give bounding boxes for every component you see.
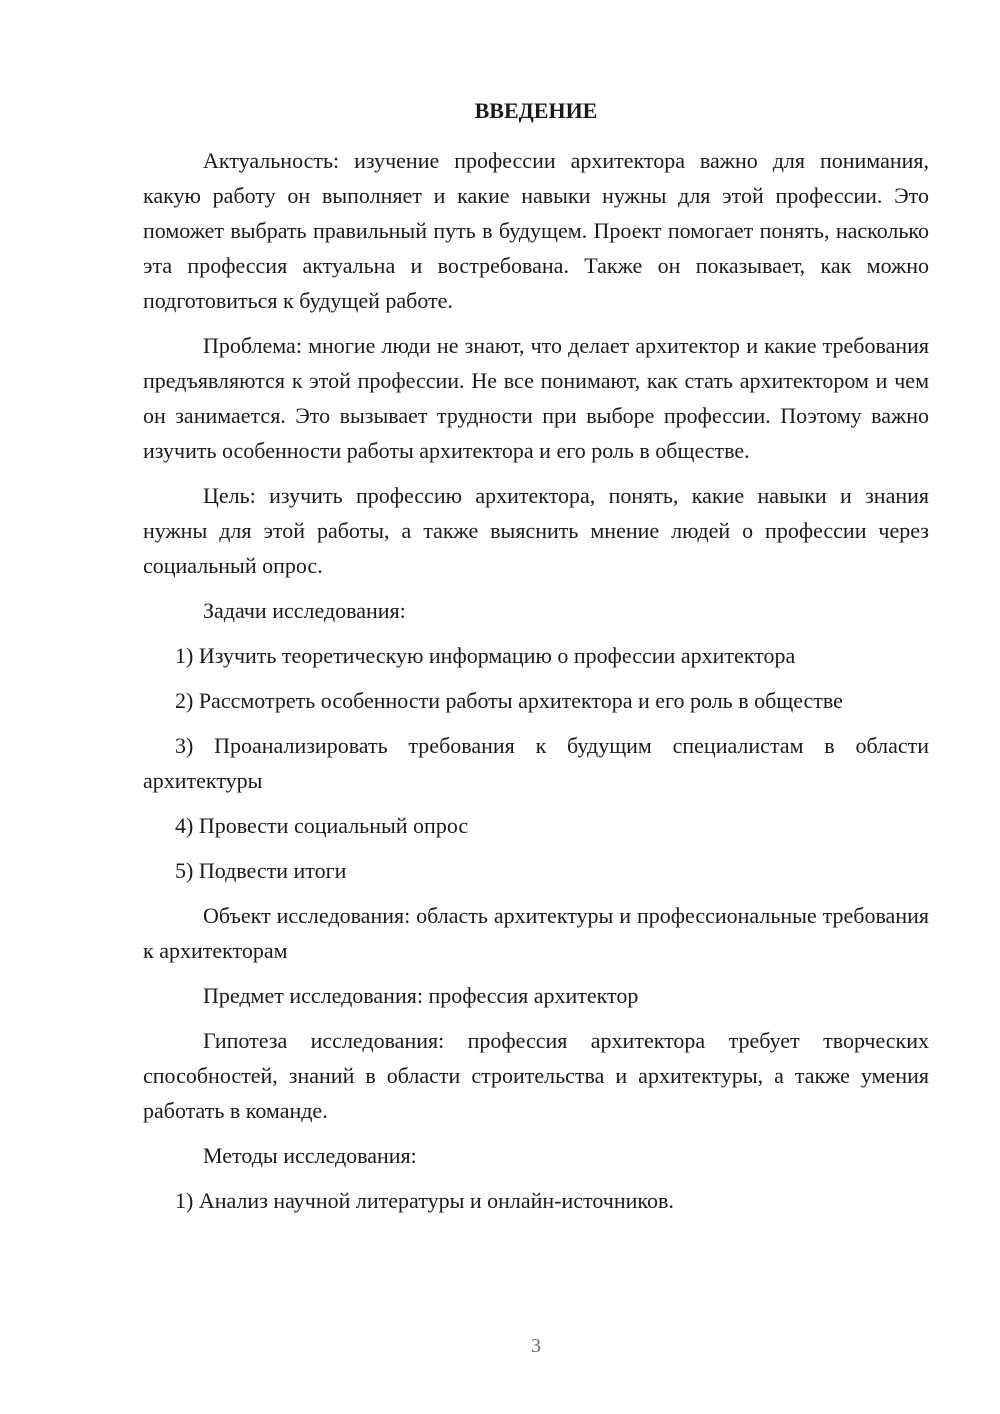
task-item: 5) Подвести итоги xyxy=(175,858,347,883)
document-body xyxy=(143,143,929,1218)
paragraph-subject: Предмет исследования: профессия архитектор xyxy=(203,983,639,1008)
task-item: 4) Провести социальный опрос xyxy=(175,813,469,838)
section-title: ВВЕДЕНИЕ xyxy=(474,98,598,123)
page-number: 3 xyxy=(531,1335,541,1357)
methods-heading: Методы исследования: xyxy=(203,1143,417,1168)
paragraph-relevance: Актуальность: изучение профессии архитектора важно для понимания, какую работу он выполняет и какие навыки нужны для этой профессии. Это поможет выбрать правильный путь в будущем. Проект помогает понять, насколько эта профессия актуальна и востребована. Также он показывает, как можно подготовиться к будущей работе. xyxy=(143,148,929,313)
task-item: 2) Рассмотреть особенности работы архитектора и его роль в обществе xyxy=(175,688,843,713)
task-item: 3) Проанализировать требования к будущим специалистам в области архитектуры xyxy=(143,733,929,793)
method-item: 1) Анализ научной литературы и онлайн-источников. xyxy=(175,1188,674,1213)
tasks-heading: Задачи исследования: xyxy=(203,598,406,623)
paragraph-problem: Проблема: многие люди не знают, что делает архитектор и какие требования предъявляются к этой профессии. Не все понимают, как стать архитектором и чем он занимается. Это вызывает трудности при выборе профессии. Поэтому важно изучить особенности работы архитектора и его роль в обществе. xyxy=(143,333,929,463)
paragraph-goal: Цель: изучить профессию архитектора, понять, какие навыки и знания нужны для этой работы, а также выяснить мнение людей о профессии через социальный опрос. xyxy=(143,483,929,578)
task-item: 1) Изучить теоретическую информацию о профессии архитектора xyxy=(175,643,796,668)
paragraph-hypothesis: Гипотеза исследования: профессия архитектора требует творческих способностей, знаний в области строительства и архитектуры, а также умения работать в команде. xyxy=(143,1028,929,1123)
paragraph-object: Объект исследования: область архитектуры и профессиональные требования к архитекторам xyxy=(143,903,929,963)
